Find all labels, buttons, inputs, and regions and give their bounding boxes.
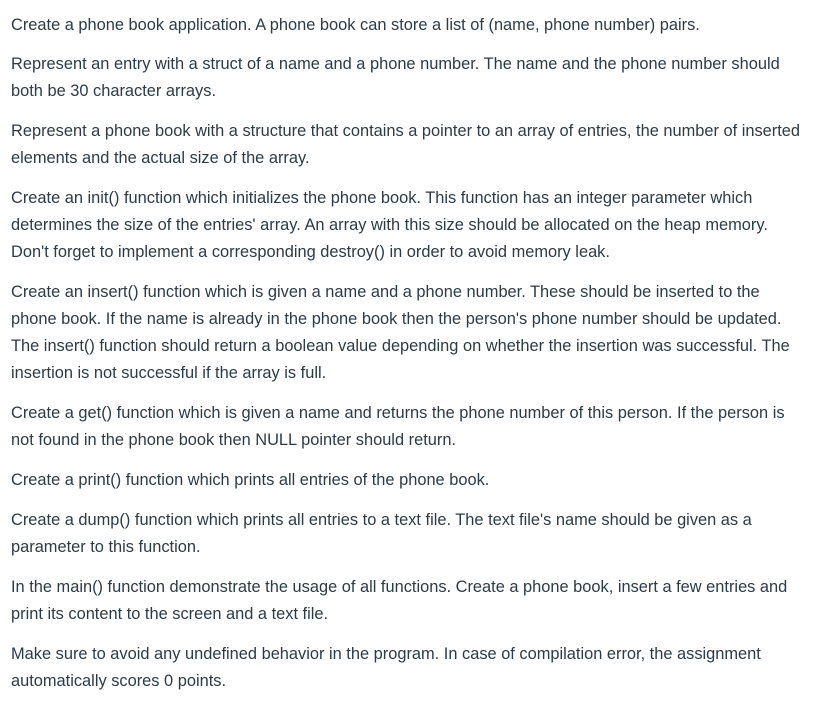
paragraph-insert-function: Create an insert() function which is given a name and a phone number. These should be inserted to the phone book. If the name is already in the phone book then the person's phone number should be updated. The insert() function should return a boolean value depending on whether the insertion was successful. The insertion is not successful if the array is full. — [11, 283, 790, 382]
paragraph-entry-struct: Represent an entry with a struct of a name and a phone number. The name and the phone number should both be 30 character arrays. — [11, 55, 780, 100]
paragraph-intro: Create a phone book application. A phone book can store a list of (name, phone number) pairs. — [11, 16, 700, 34]
paragraph-dump-function: Create a dump() function which prints all entries to a text file. The text file's name should be given as a parameter to this function. — [11, 511, 752, 556]
paragraph-phonebook-struct: Represent a phone book with a structure that contains a pointer to an array of entries, the number of inserted elements and the actual size of the array. — [11, 122, 801, 167]
paragraph-main-function: In the main() function demonstrate the usage of all functions. Create a phone book, insert a few entries and print its content to the screen and a text file. — [11, 578, 788, 623]
paragraph-get-function: Create a get() function which is given a name and returns the phone number of this person. If the person is not found in the phone book then NULL pointer should return. — [11, 404, 785, 449]
paragraph-warning: Make sure to avoid any undefined behavior in the program. In case of compilation error, the assignment automatically scores 0 points. — [11, 645, 761, 690]
paragraph-print-function: Create a print() function which prints all entries of the phone book. — [11, 471, 490, 489]
paragraph-init-function: Create an init() function which initializes the phone book. This function has an integer parameter which determines the size of the entries' array. An array with this size should be allocated on the heap memory. Don't forget to implement a corresponding destroy() in order to avoid memory leak. — [11, 189, 768, 261]
